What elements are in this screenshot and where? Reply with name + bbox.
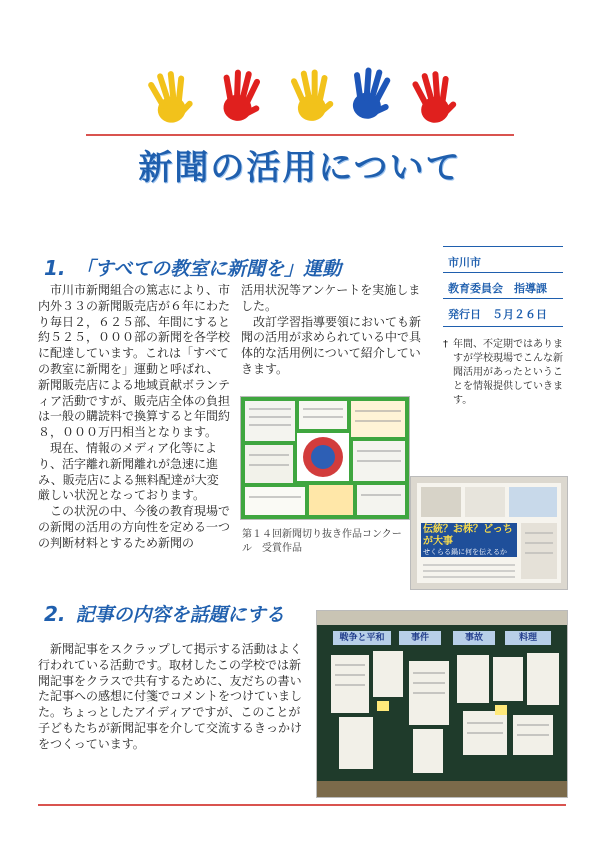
red-hand-icon bbox=[217, 67, 265, 124]
sidebar-issue: 発行日 ５月２６日 bbox=[448, 308, 547, 321]
section1-paragraph: 活用状況等アンケートを実施しました。 bbox=[241, 283, 421, 313]
hand-prints-decoration bbox=[140, 62, 460, 132]
section1-heading bbox=[44, 254, 341, 281]
section1-paragraph: この状況の中、今後の教育現場での新聞の活用の方向性を定める一つの判断材料とするため新聞の bbox=[38, 504, 231, 550]
contest-photo bbox=[240, 396, 410, 520]
note-text: 年間、不定期ではありますが学校現場でこんな新聞活用があったということを情報提供していきます。 bbox=[453, 339, 563, 406]
section2-paragraph: 新聞記事をスクラップして掲示する活動はよく行われている活動です。取材したこの学校では新聞記事をクラスで共有するために、友だちの書いた記事への感想に付箋でコメントをつけていました。ちょっとしたアイディアですが、このことが子どもたちが新聞記事を介して交流するきっかけをつくっています。 bbox=[38, 642, 303, 751]
board-label: 事故 bbox=[464, 633, 483, 643]
header-rule bbox=[86, 134, 514, 136]
section1-right-column bbox=[241, 283, 421, 378]
red-hand-icon bbox=[410, 68, 460, 126]
sidebar-rule bbox=[443, 326, 563, 327]
sidebar-dept: 教育委員会 指導課 bbox=[448, 282, 547, 295]
board-label: 戦争と平和 bbox=[339, 633, 385, 643]
section2-heading-text: 記事の内容を話題にする bbox=[75, 604, 285, 626]
yellow-hand-icon bbox=[145, 67, 196, 126]
contest-photo-caption: 第１４回新聞切り抜き作品コンクール 受賞作品 bbox=[242, 529, 402, 554]
clipping-photo bbox=[410, 476, 568, 590]
section2-heading bbox=[44, 600, 285, 627]
section2-text bbox=[38, 642, 304, 753]
sidebar-note bbox=[443, 338, 567, 408]
section2-number: 2. bbox=[44, 602, 66, 626]
sidebar-rule bbox=[443, 272, 563, 273]
section1-left-column bbox=[38, 283, 230, 552]
section1-number: 1. bbox=[44, 256, 66, 280]
clipping-headline: 伝統？お株？どっちが大事 bbox=[423, 524, 513, 547]
footer-rule bbox=[38, 804, 566, 806]
section1-paragraph: 改訂学習指導要領においても新聞の活用が求められている中で具体的な活用例について紹介していきます。 bbox=[241, 314, 422, 376]
sidebar-org: 市川市 bbox=[448, 256, 481, 269]
sidebar-rule bbox=[443, 246, 563, 247]
blue-hand-icon bbox=[346, 65, 396, 123]
board-label: 事件 bbox=[410, 633, 429, 643]
note-mark: † bbox=[443, 339, 448, 350]
section1-paragraph: 市川市新聞組合の篤志により、市内外３３の新聞販売店が６年にわたり毎日２，６２５部、年間にすると約５２５，０００部の新聞を各学校に配達しています。これは「すべての教室に新聞を」運動と呼ばれ、新聞販売店による地域貢献ボランティア活動ですが、販売店全体の負担は一般の購読料で換算すると年間約８，０００万円相当となります。 bbox=[38, 283, 231, 440]
classroom-board-photo bbox=[316, 610, 568, 798]
clipping-subheadline: せくらる鍋に何を伝えるか bbox=[423, 548, 507, 556]
board-label: 料理 bbox=[518, 633, 537, 643]
sidebar-rule bbox=[443, 298, 563, 299]
section1-paragraph: 現在、情報のメディア化等により、活字離れ新聞離れが急速に進み、販売店による無料配達が大変厳しい状況となっております。 bbox=[38, 440, 219, 503]
yellow-hand-icon bbox=[289, 67, 336, 122]
section1-heading-text: 「すべての教室に新聞を」運動 bbox=[75, 258, 342, 280]
page-title: 新聞の活用について bbox=[138, 148, 462, 188]
contest-board-image bbox=[241, 397, 409, 519]
